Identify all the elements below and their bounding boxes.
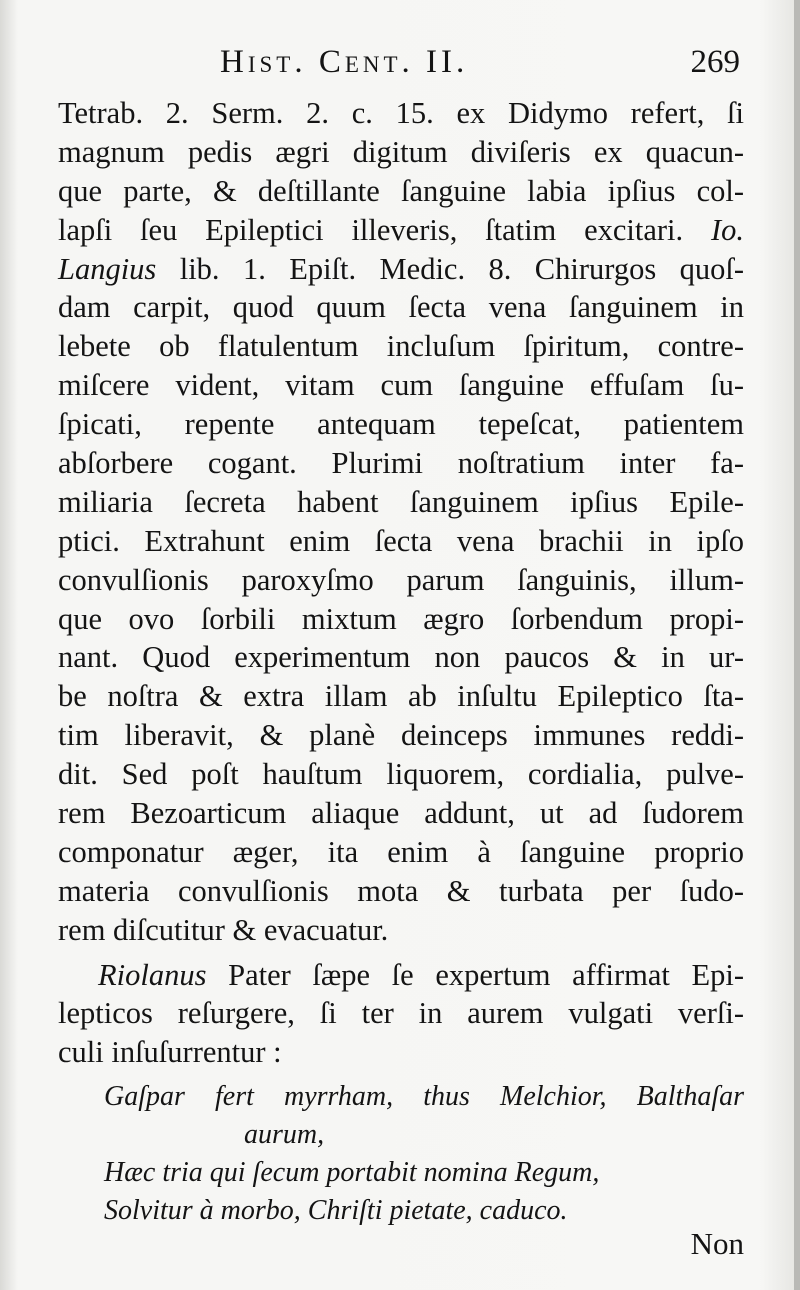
text-line: magnum pedis ægri digitum diviſeris ex quacun- <box>58 134 744 169</box>
text-line: que parte, & deſtillante ſanguine labia ipſius col- <box>58 173 744 208</box>
text-line-part: lapſi ſeu Epileptici illeveris, ſtatim excitari. <box>58 212 711 247</box>
text-line: nant. Quod experimentum non paucos & in ur- <box>58 640 744 675</box>
text-line: lepticos reſurgere, ſi ter in aurem vulgati verſi- <box>58 996 744 1031</box>
text-line: culi inſuſurrentur : <box>58 1035 282 1070</box>
verse-line: Hæc tria qui ſecum portabit nomina Regum, <box>104 1157 600 1189</box>
verse-line: aurum, <box>244 1119 325 1151</box>
text-line: ptici. Extrahunt enim ſecta vena brachii in ipſo <box>58 523 744 558</box>
author-name-langius: Langius <box>58 251 157 286</box>
text-line: miliaria ſecreta habent ſanguinem ipſius Epile- <box>58 484 744 519</box>
text-line: dam carpit, quod quum ſecta vena ſanguinem in <box>58 290 744 325</box>
running-title: Hist. Cent. II. <box>220 44 469 80</box>
verse-line: Solvitur à morbo, Chriſti pietate, caduco. <box>104 1195 568 1227</box>
page-edge-shadow <box>794 0 800 1290</box>
author-name-io: Io. <box>710 212 744 247</box>
text-line-part: Pater ſæpe ſe expertum affirmat Epi- <box>206 957 744 992</box>
text-line: Tetrab. 2. Serm. 2. c. 15. ex Didymo refert, ſi <box>58 96 744 130</box>
text-line: tim liberavit, & planè deinceps immunes reddi- <box>58 718 744 753</box>
text-line: dit. Sed poſt hauſtum liquorem, cordialia, pulve- <box>58 757 744 792</box>
text-line <box>58 956 744 995</box>
text-line: que ovo ſorbili mixtum ægro ſorbendum propi- <box>58 601 744 636</box>
text-line: abſorbere cogant. Plurimi noſtratium inter fa- <box>58 446 744 481</box>
text-line-part: lib. 1. Epiſt. Medic. 8. Chirurgos quoſ- <box>179 251 745 286</box>
text-line <box>58 250 744 289</box>
verse-line: Gaſpar fert myrrham, thus Melchior, Balthaſar <box>104 1081 744 1113</box>
text-line: ſpicati, repente antequam tepeſcat, patientem <box>58 407 744 442</box>
page-number: 269 <box>690 44 740 80</box>
text-line: miſcere vident, vitam cum ſanguine effuſam ſu- <box>58 368 744 403</box>
text-line: componatur æger, ita enim à ſanguine proprio <box>58 834 744 869</box>
text-line: rem diſcutitur & evacuatur. <box>58 912 389 947</box>
author-name-riolanus: Riolanus <box>98 957 207 992</box>
text-line: lebete ob flatulentum incluſum ſpiritum, contre- <box>58 329 744 364</box>
text-line: convulſionis paroxyſmo parum ſanguinis, illum- <box>58 562 744 597</box>
text-line: be noſtra & extra illam ab inſultu Epileptico ſta- <box>58 679 744 714</box>
text-line: materia convulſionis mota & turbata per ſudo- <box>58 873 744 908</box>
body-text <box>58 94 744 1230</box>
catchword: Non <box>690 1226 744 1261</box>
text-line <box>58 211 744 250</box>
text-line: rem Bezoarticum aliaque addunt, ut ad ſudorem <box>58 796 744 831</box>
page-header <box>60 44 750 88</box>
